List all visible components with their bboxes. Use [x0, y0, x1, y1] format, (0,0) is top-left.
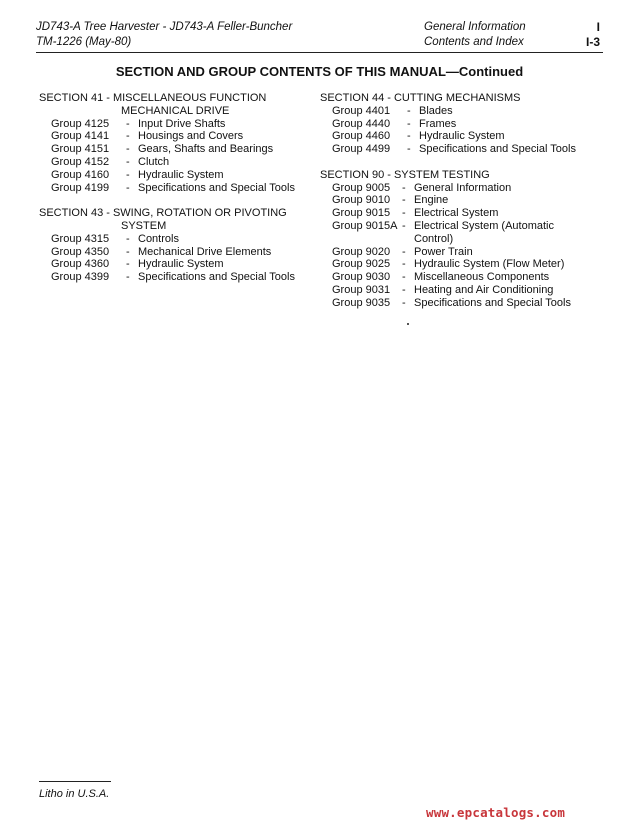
left-column — [39, 92, 319, 297]
header-manual-number: TM-1226 (May-80) — [36, 36, 132, 48]
group-description: Hydraulic System — [138, 258, 224, 271]
group-number: Group 4152 — [51, 155, 110, 168]
group-row: Group 4460 - Hydraulic System — [320, 130, 610, 143]
group-row: Group 4360 - Hydraulic System — [39, 258, 319, 271]
group-description: Power Train — [414, 245, 473, 258]
watermark-link[interactable]: www.epcatalogs.com — [426, 805, 566, 820]
section-90 — [320, 169, 610, 310]
group-row: Group 4152 - Clutch — [39, 156, 319, 169]
group-row: Group 9015A - Electrical System (Automatic — [320, 220, 610, 233]
page-title: SECTION AND GROUP CONTENTS OF THIS MANUAL—Continued — [115, 64, 524, 79]
right-column — [320, 92, 610, 322]
group-row: Group 4125 - Input Drive Shafts — [39, 118, 319, 131]
group-row: Group 4399 - Specifications and Special Tools — [39, 271, 319, 284]
group-description: Controls — [138, 232, 179, 245]
scan-speck — [407, 323, 409, 325]
group-row: Group 4440 - Frames — [320, 118, 610, 131]
header-manual-info — [36, 20, 292, 50]
group-number: Group 4125 — [51, 117, 110, 130]
section-44 — [320, 92, 610, 156]
header-section-info — [424, 20, 526, 50]
section-43 — [39, 207, 319, 284]
group-number: Group 9030 — [332, 271, 391, 284]
group-description: Input Drive Shafts — [138, 117, 226, 130]
group-description: Electrical System (Automatic — [414, 219, 554, 232]
footer-divider — [39, 781, 111, 782]
group-row: Group 4141 - Housings and Covers — [39, 130, 319, 143]
section-title: SECTION 90 - SYSTEM TESTING — [320, 168, 490, 181]
group-description: Specifications and Special Tools — [419, 143, 576, 156]
group-number: Group 9015 — [332, 207, 391, 220]
section-title: SECTION 43 - SWING, ROTATION OR PIVOTING — [39, 207, 287, 220]
group-number: Group 4315 — [51, 232, 110, 245]
group-description: Specifications and Special Tools — [414, 296, 571, 309]
section-41 — [39, 92, 319, 194]
header-section-name: General Information — [424, 21, 526, 33]
header-title: JD743-A Tree Harvester - JD743-A Feller-Buncher — [36, 21, 293, 33]
group-description: Hydraulic System — [138, 168, 224, 181]
group-description-continued: Control) — [414, 232, 454, 245]
group-row: Group 9015 - Electrical System — [320, 207, 610, 220]
group-number: Group 9015A — [332, 219, 398, 232]
header-page-number: I-3 — [585, 35, 600, 49]
group-description: Mechanical Drive Elements — [138, 245, 272, 258]
header-page-info — [560, 20, 600, 50]
group-number: Group 4360 — [51, 258, 110, 271]
group-description: Blades — [419, 104, 453, 117]
group-row: Group 4401 - Blades — [320, 105, 610, 118]
group-description: Engine — [414, 194, 449, 207]
group-description: Specifications and Special Tools — [138, 181, 295, 194]
group-number: Group 4199 — [51, 181, 110, 194]
group-number: Group 4460 — [332, 130, 391, 143]
group-description: Gears, Shafts and Bearings — [138, 143, 274, 156]
group-number: Group 4141 — [51, 130, 110, 143]
group-number: Group 4350 — [51, 245, 110, 258]
group-number: Group 9010 — [332, 194, 391, 207]
group-number: Group 4160 — [51, 168, 110, 181]
group-number: Group 4440 — [332, 117, 391, 130]
group-description: General Information — [414, 181, 512, 194]
group-row: Group 4350 - Mechanical Drive Elements — [39, 246, 319, 259]
group-number: Group 9031 — [332, 283, 391, 296]
group-row: Group 4499 - Specifications and Special Tools — [320, 143, 610, 156]
group-number: Group 4401 — [332, 104, 391, 117]
footer-litho: Litho in U.S.A. — [39, 788, 110, 800]
group-number: Group 4399 — [51, 271, 110, 284]
group-description: Housings and Covers — [138, 130, 244, 143]
group-row: Group 9005 - General Information — [320, 182, 610, 195]
group-row: Group 4151 - Gears, Shafts and Bearings — [39, 143, 319, 156]
group-row: Group 9035 - Specifications and Special Tools — [320, 297, 610, 310]
header-group-name: Contents and Index — [424, 36, 524, 48]
header-section-number: I — [596, 20, 600, 34]
group-row: Group 4160 - Hydraulic System — [39, 169, 319, 182]
group-description: Hydraulic System (Flow Meter) — [414, 258, 565, 271]
section-title-continued: SYSTEM — [121, 219, 167, 232]
group-number: Group 9005 — [332, 181, 391, 194]
group-description: Electrical System — [414, 207, 499, 220]
group-row: Group 4315 - Controls — [39, 233, 319, 246]
group-row: Group 9025 - Hydraulic System (Flow Meter) — [320, 258, 610, 271]
group-description: Miscellaneous Components — [414, 271, 550, 284]
section-title: SECTION 44 - CUTTING MECHANISMS — [320, 92, 521, 104]
group-row: Group 9031 - Heating and Air Conditioning — [320, 284, 610, 297]
group-description: Specifications and Special Tools — [138, 271, 295, 284]
group-description: Clutch — [138, 155, 170, 168]
group-number: Group 4499 — [332, 143, 391, 156]
group-row: Group 4199 - Specifications and Special Tools — [39, 182, 319, 195]
group-row: Group 9030 - Miscellaneous Components — [320, 271, 610, 284]
group-row: Group 9020 - Power Train — [320, 246, 610, 259]
group-number: Group 9020 — [332, 245, 391, 258]
group-description: Hydraulic System — [419, 130, 505, 143]
group-description: Frames — [419, 117, 457, 130]
group-number: Group 4151 — [51, 143, 110, 156]
group-number: Group 9035 — [332, 296, 391, 309]
group-description: Heating and Air Conditioning — [414, 283, 554, 296]
section-title-continued: MECHANICAL DRIVE — [121, 104, 230, 117]
group-number: Group 9025 — [332, 258, 391, 271]
group-row: Group 9010 - Engine — [320, 194, 610, 207]
header-divider — [36, 52, 603, 53]
section-title: SECTION 41 - MISCELLANEOUS FUNCTION — [39, 92, 267, 104]
